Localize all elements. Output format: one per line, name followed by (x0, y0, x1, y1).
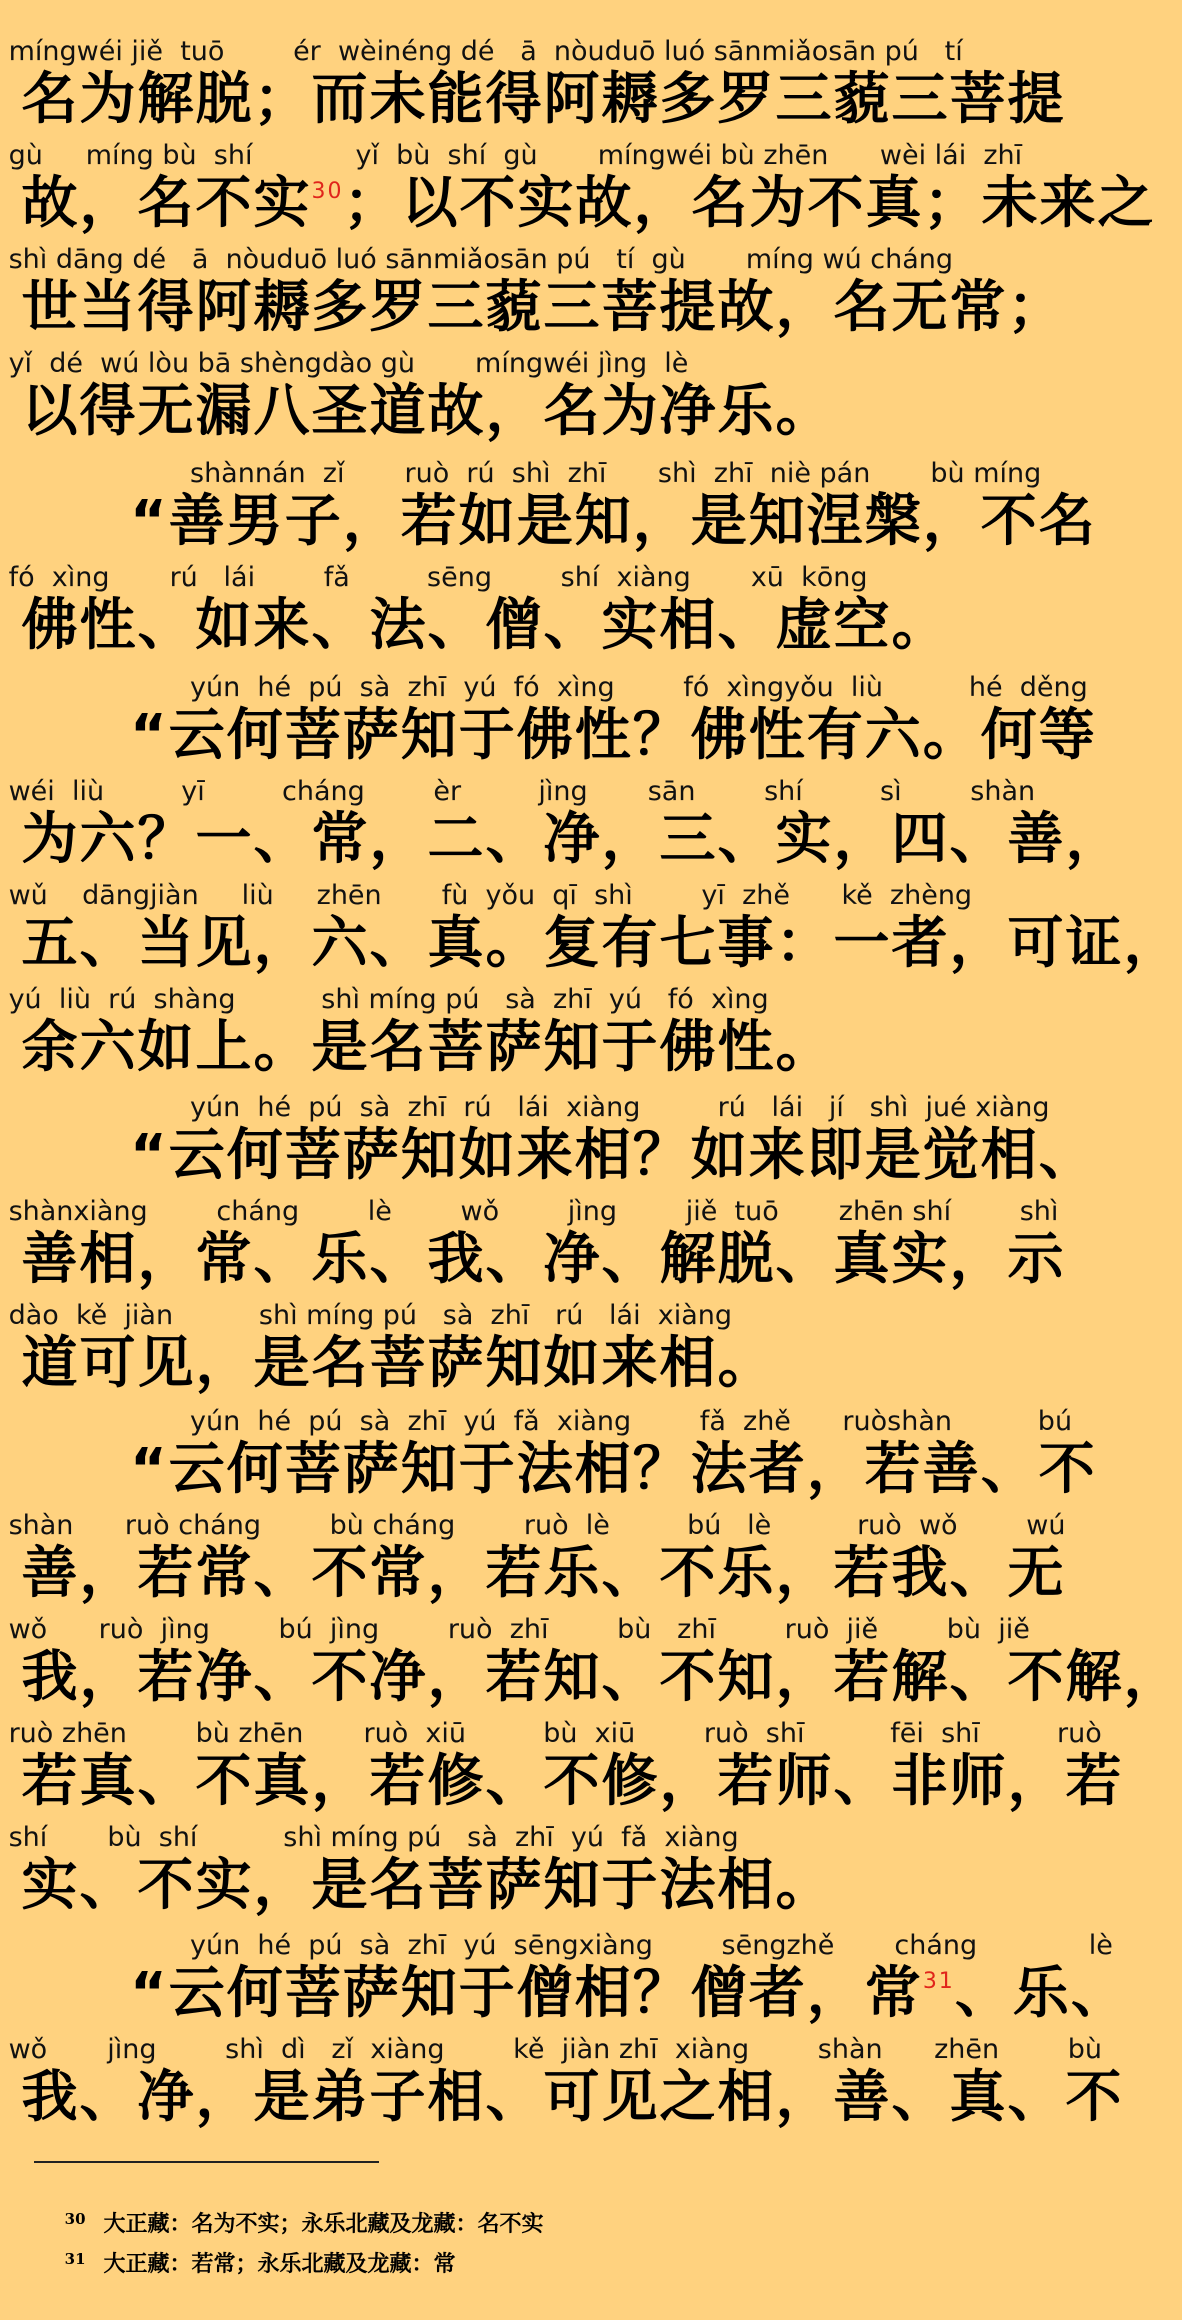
hanzi-row: 世当得阿耨多罗三藐三菩提故，名无常； (0, 275, 1066, 340)
pinyin-row: yún hé pú sà zhī rú lái xiàng rú lái jí shì jué xiàng (190, 1092, 1050, 1123)
pinyin-row: shànnán zǐ ruò rú shì zhī shì zhī niè pán bù míng (190, 458, 1042, 489)
text-line-17 (0, 1716, 1124, 1820)
text-line-18 (0, 1820, 1080, 1924)
pinyin-row: yún hé pú sà zhī yú sēngxiàng sēngzhě cháng lè (190, 1930, 1113, 1961)
text-line-7 (0, 670, 1097, 774)
text-line-10 (0, 982, 1080, 1086)
hanzi-segment: ；以不实故，名为不真；未来之 (343, 171, 1156, 236)
footnote-ref-31[interactable]: 31 (922, 1969, 955, 1994)
hanzi-row: 我，若净、不净，若知、不知，若解、不解， (0, 1645, 1182, 1710)
hanzi-segment: “云何菩萨知于僧相？僧者，常 (130, 1961, 923, 2026)
hanzi-row: 道可见，是名菩萨知如来相。 (0, 1331, 776, 1396)
footnote-30 (34, 2170, 1034, 2237)
pinyin-row: yún hé pú sà zhī yú fǎ xiàng fǎ zhě ruòshàn bú (190, 1406, 1073, 1437)
pinyin-row: míngwéi jiě tuō ér wèinéng dé ā nòuduō luó sānmiǎosān pú tí (0, 36, 963, 67)
footnote-31 (34, 2210, 1034, 2277)
hanzi-row: 名为解脱；而未能得阿耨多罗三藐三菩提 (0, 67, 1066, 132)
hanzi-segment: 故，名不实 (0, 171, 312, 236)
pinyin-row: shí bù shí shì míng pú sà zhī yú fǎ xiàng (0, 1822, 739, 1853)
hanzi-row: “善男子，若如是知，是知涅槃，不名 (130, 489, 1097, 554)
footnote-divider (34, 2161, 379, 2163)
text-line-4 (0, 346, 1080, 450)
pinyin-row: shì dāng dé ā nòuduō luó sānmiǎosān pú tí gù míng wú cháng (0, 244, 954, 275)
pinyin-row: dào kě jiàn shì míng pú sà zhī rú lái xiàng (0, 1300, 733, 1331)
hanzi-row: 五、当见，六、真。复有七事：一者，可证， (0, 911, 1182, 976)
hanzi-row: 实、不实，是名菩萨知于法相。 (0, 1853, 834, 1918)
footnote-number: 31 (64, 2250, 86, 2268)
pinyin-row: wéi liù yī cháng èr jìng sān shí sì shàn (0, 776, 1036, 807)
text-line-2 (0, 138, 1156, 242)
pinyin-row: wǒ jìng shì dì zǐ xiàng kě jiàn zhī xiàng shàn zhēn bù (0, 2034, 1103, 2065)
text-line-16 (0, 1612, 1182, 1716)
hanzi-row: 为六？一、常，二、净，三、实，四、善， (0, 807, 1124, 872)
hanzi-row: 若真、不真，若修、不修，若师、非师，若 (0, 1749, 1124, 1814)
text-line-6 (0, 560, 1080, 664)
hanzi-row: 我、净，是弟子相、可见之相，善、真、不 (0, 2065, 1124, 2130)
pinyin-row: fó xìng rú lái fǎ sēng shí xiàng xū kōng (0, 562, 868, 593)
footnote-ref-30[interactable]: 30 (311, 179, 344, 204)
hanzi-row: 善，若常、不常，若乐、不乐，若我、无 (0, 1541, 1066, 1606)
hanzi-segment: 、乐、 (954, 1961, 1129, 2026)
text-line-11 (0, 1090, 1097, 1194)
pinyin-row: wǔ dāngjiàn liù zhēn fù yǒu qī shì yī zhě kě zhèng (0, 880, 973, 911)
text-line-1 (0, 34, 1080, 138)
text-line-15 (0, 1508, 1080, 1612)
footnote-text: 大正藏：名为不实；永乐北藏及龙藏：名不实 (103, 2211, 544, 2237)
pinyin-row: wǒ ruò jìng bú jìng ruò zhī bù zhī ruò jiě bù jiě (0, 1614, 1030, 1645)
hanzi-row: “云何菩萨知于法相？法者，若善、不 (130, 1437, 1097, 1502)
footnote-number: 30 (64, 2210, 86, 2228)
pinyin-row: yǐ dé wú lòu bā shèngdào gù míngwéi jìng lè (0, 348, 689, 379)
footnote-text: 大正藏：若常；永乐北藏及龙藏：常 (103, 2251, 456, 2277)
pinyin-row: yún hé pú sà zhī yú fó xìng fó xìngyǒu liù hé děng (190, 672, 1088, 703)
pinyin-row: gù míng bù shí yǐ bù shí gù míngwéi bù zhēn wèi lái zhī (0, 140, 1023, 171)
hanzi-row: “云何菩萨知于佛性？佛性有六。何等 (130, 703, 1097, 768)
text-line-20 (0, 2032, 1124, 2136)
pinyin-row: yú liù rú shàng shì míng pú sà zhī yú fó xìng (0, 984, 769, 1015)
hanzi-row: 余六如上。是名菩萨知于佛性。 (0, 1015, 834, 1080)
text-line-3 (0, 242, 1080, 346)
text-line-13 (0, 1298, 1080, 1402)
hanzi-row: “云何菩萨知如来相？如来即是觉相、 (130, 1123, 1097, 1188)
hanzi-row: 以得无漏八圣道故，名为净乐。 (0, 379, 834, 444)
text-line-8 (0, 774, 1124, 878)
text-line-9 (0, 878, 1182, 982)
hanzi-row: 善相，常、乐、我、净、解脱、真实，示 (0, 1227, 1066, 1292)
text-line-14 (0, 1404, 1097, 1508)
text-line-5 (0, 456, 1097, 560)
hanzi-row (0, 168, 1156, 240)
hanzi-row (0, 1958, 1129, 2030)
text-line-12 (0, 1194, 1080, 1298)
pinyin-row: ruò zhēn bù zhēn ruò xiū bù xiū ruò shī fēi shī ruò (0, 1718, 1102, 1749)
pinyin-row: shàn ruò cháng bù cháng ruò lè bú lè ruò wǒ wú (0, 1510, 1066, 1541)
text-line-19 (0, 1928, 1129, 2032)
pinyin-row: shànxiàng cháng lè wǒ jìng jiě tuō zhēn shí shì (0, 1196, 1059, 1227)
hanzi-row: 佛性、如来、法、僧、实相、虚空。 (0, 593, 950, 658)
